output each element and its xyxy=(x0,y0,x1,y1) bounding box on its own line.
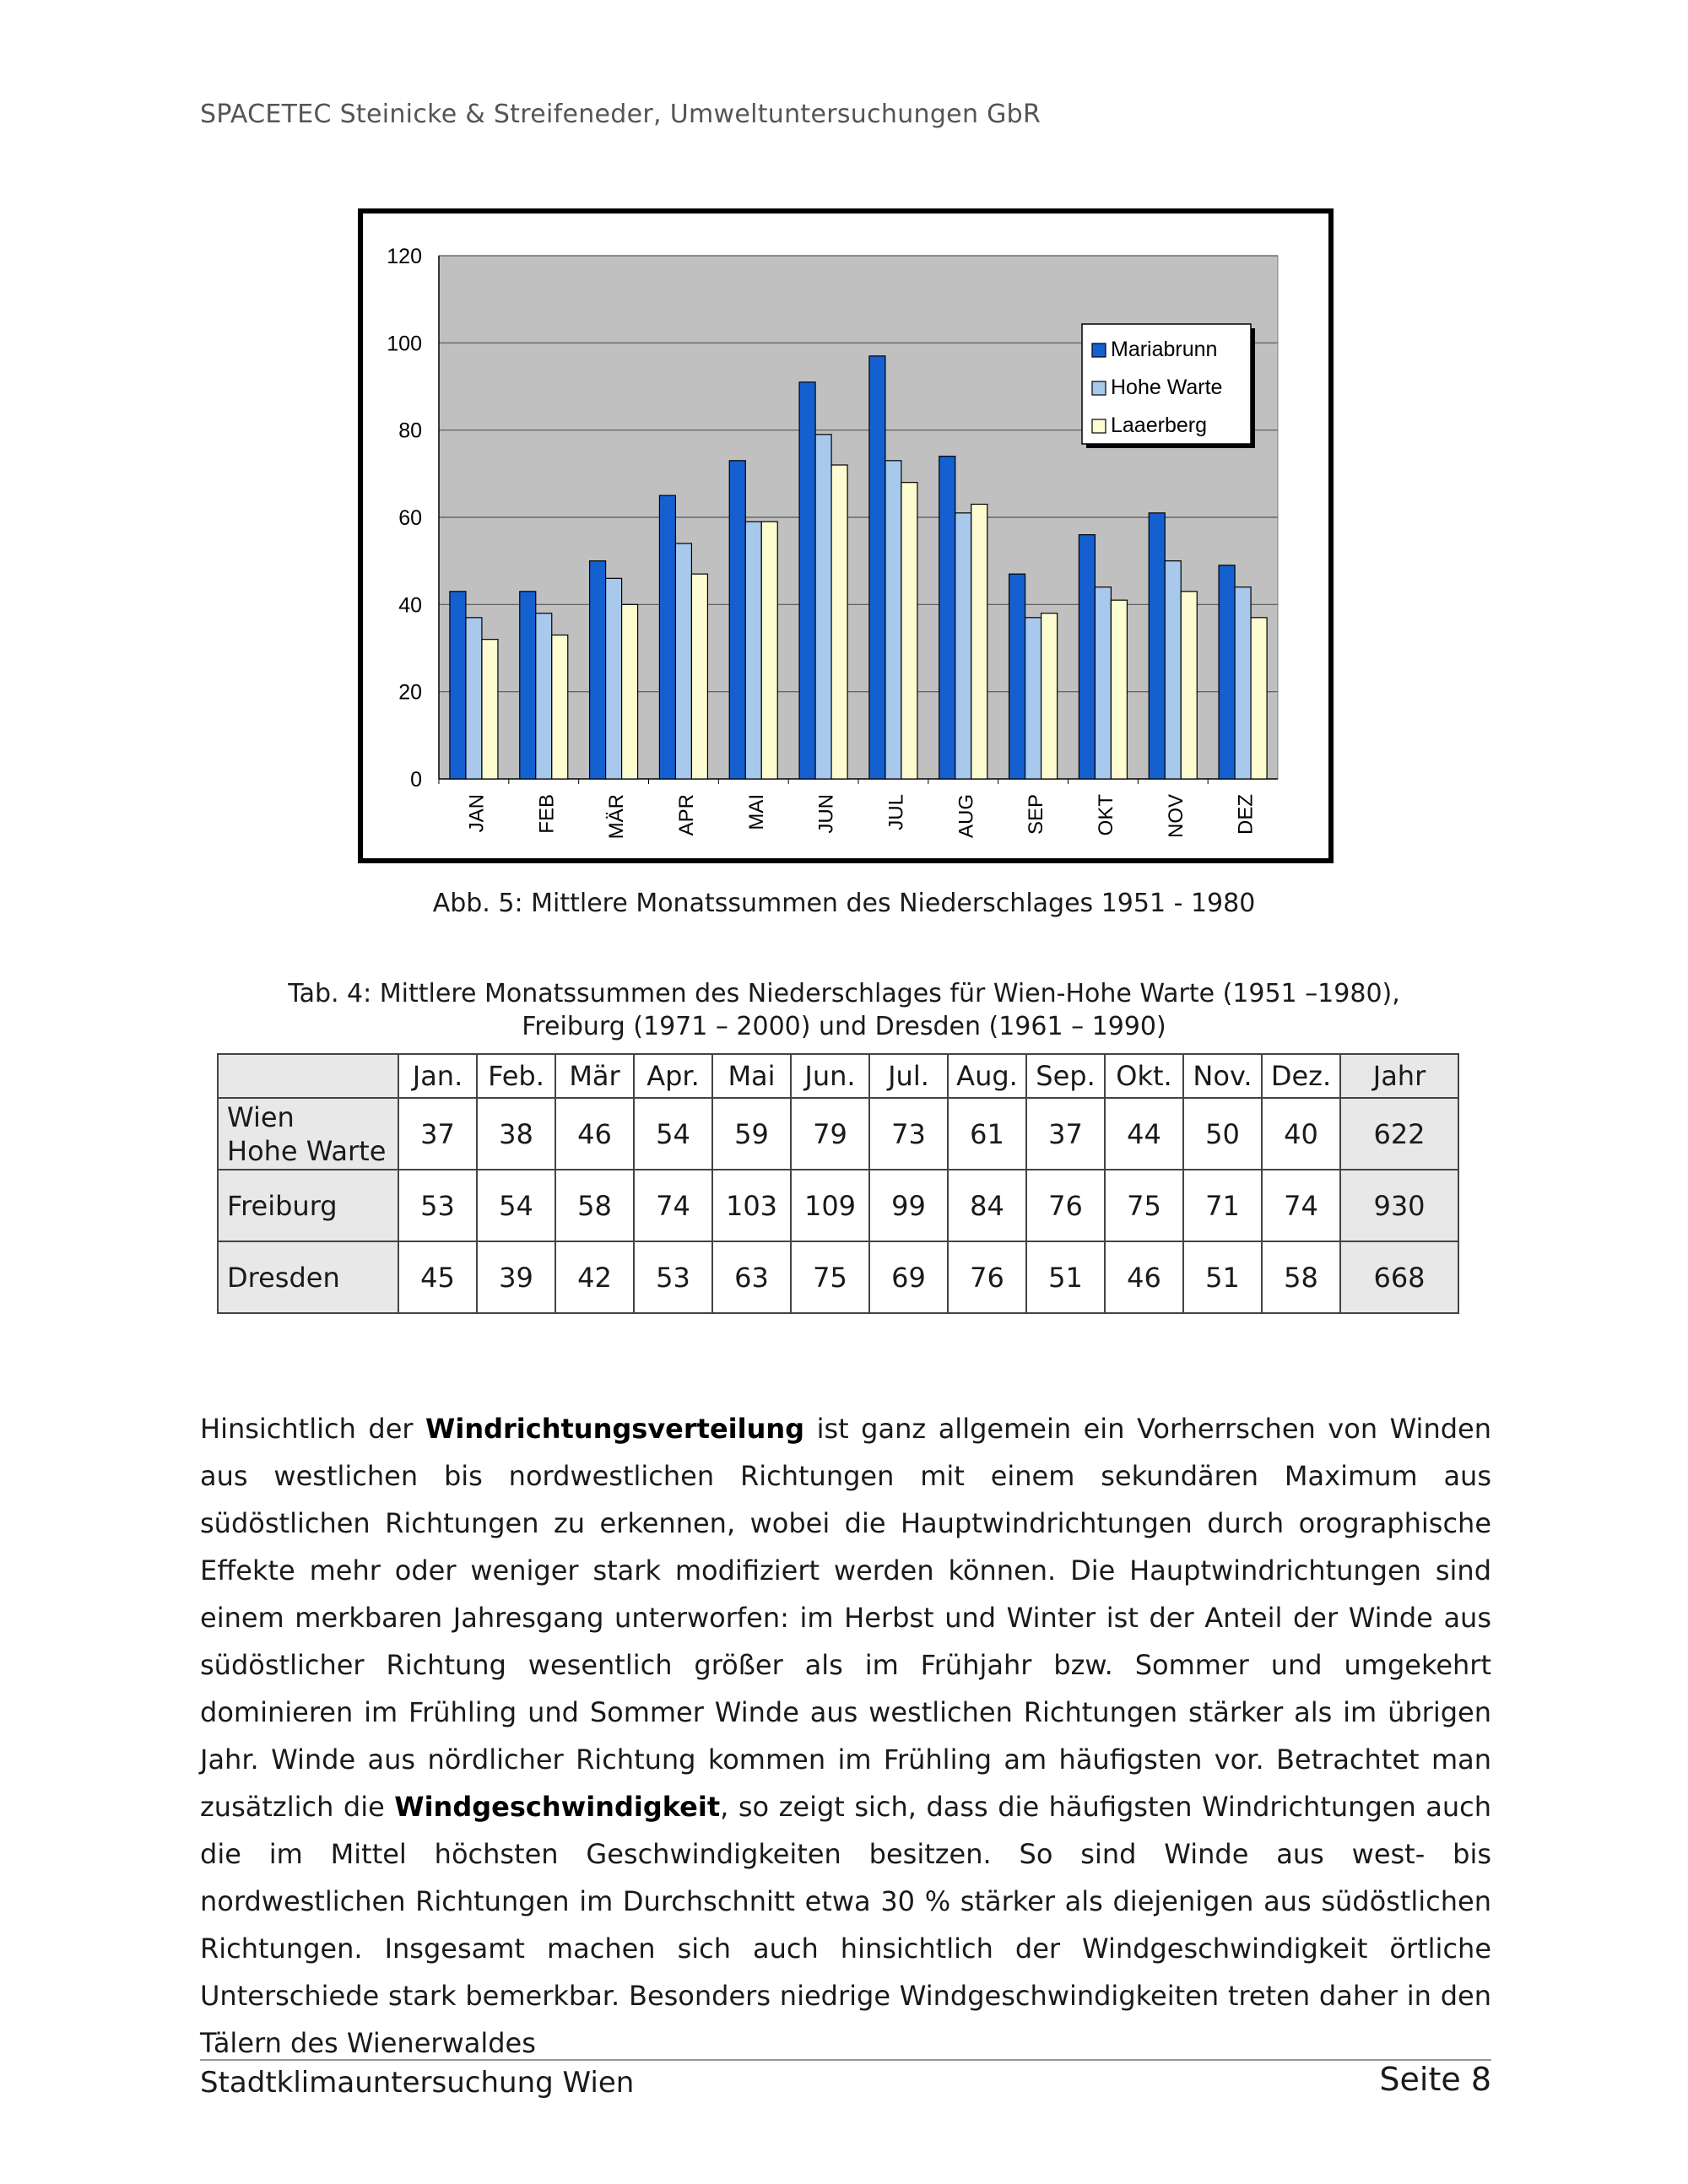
bar-mariabrunn xyxy=(1149,513,1165,779)
bar-hohe-warte xyxy=(955,513,971,779)
table-cell: 74 xyxy=(1262,1170,1340,1241)
x-tick-label: DEZ xyxy=(1234,794,1258,835)
table-cell: 37 xyxy=(1026,1098,1105,1170)
table-cell: 99 xyxy=(869,1170,948,1241)
bar-laaerberg xyxy=(971,505,987,780)
col-header: Feb. xyxy=(477,1054,555,1098)
col-header: Okt. xyxy=(1105,1054,1183,1098)
col-header: Mär xyxy=(555,1054,634,1098)
footer-divider xyxy=(200,2059,1491,2061)
precipitation-table xyxy=(217,1053,1459,1314)
body-text-run: , so zeigt sich, dass die häufigsten Windrichtungen auch die im Mittel höchsten Geschwindigkeiten besitzen. So sind Winde aus west- bis nordwestlichen Richtungen im Durchschnitt etwa 30 % stärker als diejenigen aus südöstlichen Richtungen. Insgesamt machen sich auch hinsichtlich der Windgeschwindigkeit örtliche Unterschiede stark bemerkbar. Besonders niedrige Windgeschwindigkeiten treten daher in den Tälern des Wienerwaldes xyxy=(200,1791,1491,2059)
table-cell: 46 xyxy=(1105,1241,1183,1313)
bar-laaerberg xyxy=(761,522,777,779)
table-cell: 58 xyxy=(555,1170,634,1241)
table-caption-line2: Freiburg (1971 – 2000) und Dresden (1961 – 1990) xyxy=(522,1012,1166,1041)
table-cell: 76 xyxy=(948,1241,1026,1313)
bar-laaerberg xyxy=(1111,600,1127,779)
page-header: SPACETEC Steinicke & Streifeneder, Umweltuntersuchungen GbR xyxy=(200,100,1041,129)
table-cell-year: 930 xyxy=(1340,1170,1458,1241)
table-cell: 109 xyxy=(791,1170,869,1241)
col-header-year: Jahr xyxy=(1340,1054,1458,1098)
table-header-row xyxy=(218,1054,1458,1098)
bar-mariabrunn xyxy=(520,592,536,779)
bar-hohe-warte xyxy=(536,614,552,779)
bar-hohe-warte xyxy=(815,435,831,779)
table-cell-year: 622 xyxy=(1340,1098,1458,1170)
col-header: Aug. xyxy=(948,1054,1026,1098)
chart-canvas xyxy=(363,214,1328,858)
page-number: Seite 8 xyxy=(1379,2061,1491,2098)
table-cell: 84 xyxy=(948,1170,1026,1241)
legend-label: Laaerberg xyxy=(1111,414,1207,437)
table-corner-cell xyxy=(218,1054,398,1098)
col-header: Jul. xyxy=(869,1054,948,1098)
x-tick-label: JUN xyxy=(814,794,838,834)
table-row xyxy=(218,1170,1458,1241)
table-cell: 50 xyxy=(1183,1098,1262,1170)
bar-laaerberg xyxy=(482,640,498,779)
body-bold-term: Windrichtungsverteilung xyxy=(425,1413,805,1445)
x-tick-label: JUL xyxy=(885,794,908,830)
table-cell: 38 xyxy=(477,1098,555,1170)
table-cell: 42 xyxy=(555,1241,634,1313)
table-row xyxy=(218,1241,1458,1313)
legend-label: Hohe Warte xyxy=(1111,376,1223,399)
bar-mariabrunn xyxy=(939,457,955,779)
y-tick-label: 80 xyxy=(398,419,422,443)
bar-laaerberg xyxy=(552,635,568,780)
legend-swatch xyxy=(1092,419,1106,433)
y-tick-label: 120 xyxy=(387,245,422,268)
table-cell: 73 xyxy=(869,1098,948,1170)
table-cell: 53 xyxy=(634,1241,712,1313)
bar-laaerberg xyxy=(901,483,917,779)
row-label-line1: Wien xyxy=(227,1100,295,1133)
bar-mariabrunn xyxy=(799,382,815,779)
table-cell: 54 xyxy=(634,1098,712,1170)
table-cell: 44 xyxy=(1105,1098,1183,1170)
legend-swatch xyxy=(1092,343,1106,357)
table-cell: 75 xyxy=(791,1241,869,1313)
table-cell: 40 xyxy=(1262,1098,1340,1170)
row-label xyxy=(218,1098,398,1170)
body-bold-term: Windgeschwindigkeit xyxy=(394,1791,721,1823)
table-cell: 53 xyxy=(398,1170,477,1241)
x-tick-label: MAI xyxy=(744,794,768,830)
table-cell: 51 xyxy=(1183,1241,1262,1313)
precipitation-chart xyxy=(358,208,1334,863)
x-tick-label: FEB xyxy=(535,794,559,834)
table-cell: 63 xyxy=(712,1241,791,1313)
body-text-run: Hinsichtlich der xyxy=(200,1413,426,1445)
table-cell: 61 xyxy=(948,1098,1026,1170)
col-header: Mai xyxy=(712,1054,791,1098)
body-text-run: ist ganz allgemein ein Vorherrschen von Winden aus westlichen bis nordwestlichen Richtungen mit einem sekundären Maximum aus südöstlichen Richtungen zu erkennen, wobei die Hauptwindrichtungen durch orographische Effekte mehr oder weniger stark modifiziert werden können. Die Hauptwindrichtungen sind einem merkbaren Jahresgang unterworfen: im Herbst und Winter ist der Anteil der Winde aus südöstlicher Richtung wesentlich größer als im Frühjahr bzw. Sommer und umgekehrt dominieren im Frühling und Sommer Winde aus westlichen Richtungen stärker als im übrigen Jahr. Winde aus nördlicher Richtung kommen im Frühling am häufigsten vor. Betrachtet man zusätzlich die xyxy=(200,1413,1492,1823)
bar-mariabrunn xyxy=(450,592,466,779)
table-cell: 39 xyxy=(477,1241,555,1313)
col-header: Dez. xyxy=(1262,1054,1340,1098)
table-cell: 37 xyxy=(398,1098,477,1170)
bar-hohe-warte xyxy=(1235,587,1251,779)
table-row xyxy=(218,1098,1458,1170)
table-cell: 54 xyxy=(477,1170,555,1241)
bar-laaerberg xyxy=(622,604,638,779)
bar-hohe-warte xyxy=(1095,587,1111,779)
y-tick-label: 60 xyxy=(398,506,422,530)
x-tick-label: AUG xyxy=(955,794,978,839)
bar-mariabrunn xyxy=(729,461,745,779)
bar-hohe-warte xyxy=(675,543,691,779)
table-cell: 79 xyxy=(791,1098,869,1170)
x-tick-label: APR xyxy=(674,794,698,836)
bar-laaerberg xyxy=(1041,614,1058,779)
col-header: Jan. xyxy=(398,1054,477,1098)
y-tick-label: 40 xyxy=(398,593,422,618)
y-tick-label: 0 xyxy=(410,768,422,792)
bar-hohe-warte xyxy=(1025,618,1041,779)
table-cell: 76 xyxy=(1026,1170,1105,1241)
row-label: Freiburg xyxy=(218,1170,398,1241)
footer-title: Stadtklimauntersuchung Wien xyxy=(200,2066,635,2100)
bar-hohe-warte xyxy=(885,461,901,779)
legend-swatch xyxy=(1092,381,1106,395)
bar-mariabrunn xyxy=(1079,535,1095,779)
y-tick-label: 20 xyxy=(398,680,422,705)
bar-mariabrunn xyxy=(590,561,606,779)
x-tick-label: NOV xyxy=(1164,794,1188,839)
x-tick-label: SEP xyxy=(1025,794,1048,835)
col-header: Jun. xyxy=(791,1054,869,1098)
table-cell: 46 xyxy=(555,1098,634,1170)
figure-caption: Abb. 5: Mittlere Monatssummen des Niederschlages 1951 - 1980 xyxy=(432,889,1256,918)
x-tick-label: JAN xyxy=(465,794,489,833)
bar-laaerberg xyxy=(1251,618,1267,779)
bar-hohe-warte xyxy=(466,618,482,779)
table-cell: 51 xyxy=(1026,1241,1105,1313)
row-label: Dresden xyxy=(218,1241,398,1313)
table-cell: 59 xyxy=(712,1098,791,1170)
bar-mariabrunn xyxy=(1009,574,1025,779)
table-cell: 71 xyxy=(1183,1170,1262,1241)
col-header: Apr. xyxy=(634,1054,712,1098)
bar-hohe-warte xyxy=(1165,561,1181,779)
table-cell-year: 668 xyxy=(1340,1241,1458,1313)
bar-mariabrunn xyxy=(659,495,675,779)
bar-mariabrunn xyxy=(869,356,885,779)
x-tick-label: OKT xyxy=(1094,794,1117,836)
bar-hohe-warte xyxy=(606,578,622,779)
table-cell: 75 xyxy=(1105,1170,1183,1241)
bar-laaerberg xyxy=(831,465,847,779)
table-cell: 45 xyxy=(398,1241,477,1313)
bar-mariabrunn xyxy=(1219,565,1235,779)
legend-label: Mariabrunn xyxy=(1111,338,1218,361)
y-tick-label: 100 xyxy=(387,332,422,356)
table-caption-line1: Tab. 4: Mittlere Monatssummen des Niederschlages für Wien-Hohe Warte (1951 –1980), xyxy=(288,979,1400,1008)
table-cell: 69 xyxy=(869,1241,948,1313)
table-cell: 103 xyxy=(712,1170,791,1241)
table-cell: 58 xyxy=(1262,1241,1340,1313)
body-paragraph xyxy=(200,1405,1491,2067)
bar-laaerberg xyxy=(1181,592,1197,779)
col-header: Sep. xyxy=(1026,1054,1105,1098)
bar-laaerberg xyxy=(691,574,707,779)
bar-hohe-warte xyxy=(745,522,761,779)
col-header: Nov. xyxy=(1183,1054,1262,1098)
table-cell: 74 xyxy=(634,1170,712,1241)
x-tick-label: MÄR xyxy=(605,794,629,840)
row-label-line2: Hohe Warte xyxy=(227,1134,387,1167)
